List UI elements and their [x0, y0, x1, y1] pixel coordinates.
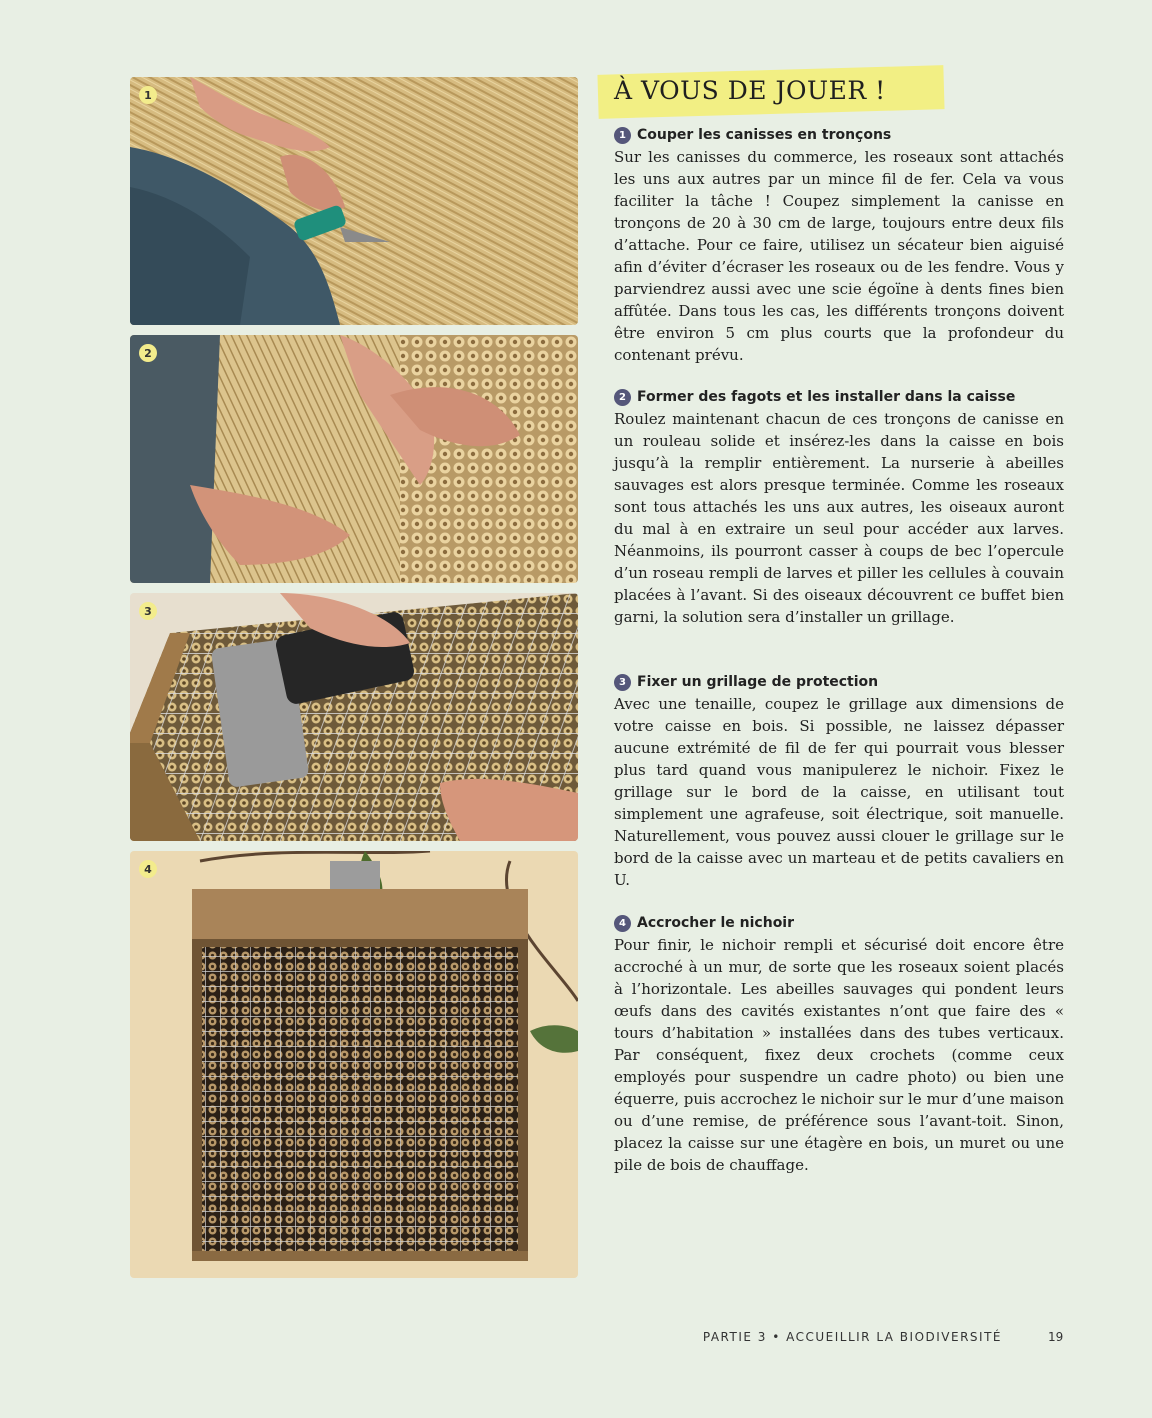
section-heading: [614, 912, 1064, 934]
section-heading-text: Accrocher le nichoir: [637, 915, 795, 931]
step-number-badge: 2: [614, 389, 631, 406]
section-body: Roulez maintenant chacun de ces tronçons de canisse en un rouleau solide et insérez-les dans la caisse en bois jusqu’à la remplir entièrement. La nurserie à abeilles sauvages est alors presque terminée. Comme les roseaux sont tous attachés les uns aux autres, les oiseaux auront du mal à en extraire un seul pour accéder aux larves. Néanmoins, ils pourront casser à coups de bec l’opercule d’un roseau rempli de larves et piller les cellules à couvain placées à l’avant. Si des oiseaux découvrent ce buffet bien garni, la solution sera d’installer un grillage.: [614, 410, 1064, 626]
section-heading-text: Fixer un grillage de protection: [637, 674, 879, 690]
step-number-badge: 1: [614, 127, 631, 144]
section-heading-text: Couper les canisses en tronçons: [637, 127, 892, 143]
photo-hanging-nest-box-image: [130, 851, 578, 1278]
photo-number-badge: 2: [139, 344, 157, 362]
photo-cutting-reeds-image: [130, 77, 578, 325]
section-2: [614, 386, 1064, 628]
photo-number-badge: 4: [139, 860, 157, 878]
section-heading: [614, 386, 1064, 408]
photo-forming-bundles: [130, 335, 578, 583]
photo-stapling-grid-image: [130, 593, 578, 841]
section-3: [614, 671, 1064, 891]
page-title: À VOUS DE JOUER !: [614, 76, 886, 105]
step-number-badge: 4: [614, 915, 631, 932]
photo-hanging-nest-box: [130, 851, 578, 1278]
section-body: Avec une tenaille, coupez le grillage aux dimensions de votre caisse en bois. Si possible, ne laissez dépasser aucune extrémité de fil de fer qui pourrait vous blesser plus tard quand vous manipulerez le nichoir. Fixez le grillage sur le bord de la caisse, en utilisant tout simplement une agrafeuse, soit électrique, soit manuelle. Naturellement, vous pouvez aussi clouer le grillage sur le bord de la caisse avec un marteau et de petits cavaliers en U.: [614, 695, 1064, 889]
section-body: Pour finir, le nichoir rempli et sécurisé doit encore être accroché à un mur, de sorte que les roseaux soient placés à l’horizontale. Les abeilles sauvages qui pondent leurs œufs dans des cavités existantes n’ont que faire des « tours d’habitation » installées dans des tubes verticaux. Par conséquent, fixez deux crochets (comme ceux employés pour suspendre un cadre photo) ou bien une équerre, puis accrochez le nichoir sur le mur d’une maison ou d’une remise, de préférence sous l’avant-toit. Sinon, placez la caisse sur une étagère en bois, un muret ou une pile de bois de chauffage.: [614, 936, 1064, 1174]
photo-number-badge: 1: [139, 86, 157, 104]
page-number: 19: [1048, 1330, 1064, 1344]
section-body: Sur les canisses du commerce, les roseaux sont attachés les uns aux autres par un mince fil de fer. Cela va vous faciliter la tâche ! Coupez simplement la canisse en tronçons de 20 à 30 cm de large, toujours entre deux fils d’attache. Pour ce faire, utilisez un sécateur bien aiguisé afin d’éviter d’écraser les roseaux ou de les fendre. Vous y parviendrez aussi avec une scie égoïne à dents fines bien affûtée. Dans tous les cas, les différents tronçons doivent être environ 5 cm plus courts que la profondeur du contenant prévu.: [614, 148, 1064, 364]
section-4: [614, 912, 1064, 1176]
photo-stapling-grid: [130, 593, 578, 841]
photo-number-badge: 3: [139, 602, 157, 620]
step-number-badge: 3: [614, 674, 631, 691]
section-1: [614, 124, 1064, 366]
photo-forming-bundles-image: [130, 335, 578, 583]
photo-cutting-reeds: [130, 77, 578, 325]
running-footer: PARTIE 3 • ACCUEILLIR LA BIODIVERSITÉ: [702, 1330, 1002, 1344]
section-heading-text: Former des fagots et les installer dans la caisse: [637, 389, 1016, 405]
section-heading: [614, 124, 1064, 146]
section-heading: [614, 671, 1064, 693]
